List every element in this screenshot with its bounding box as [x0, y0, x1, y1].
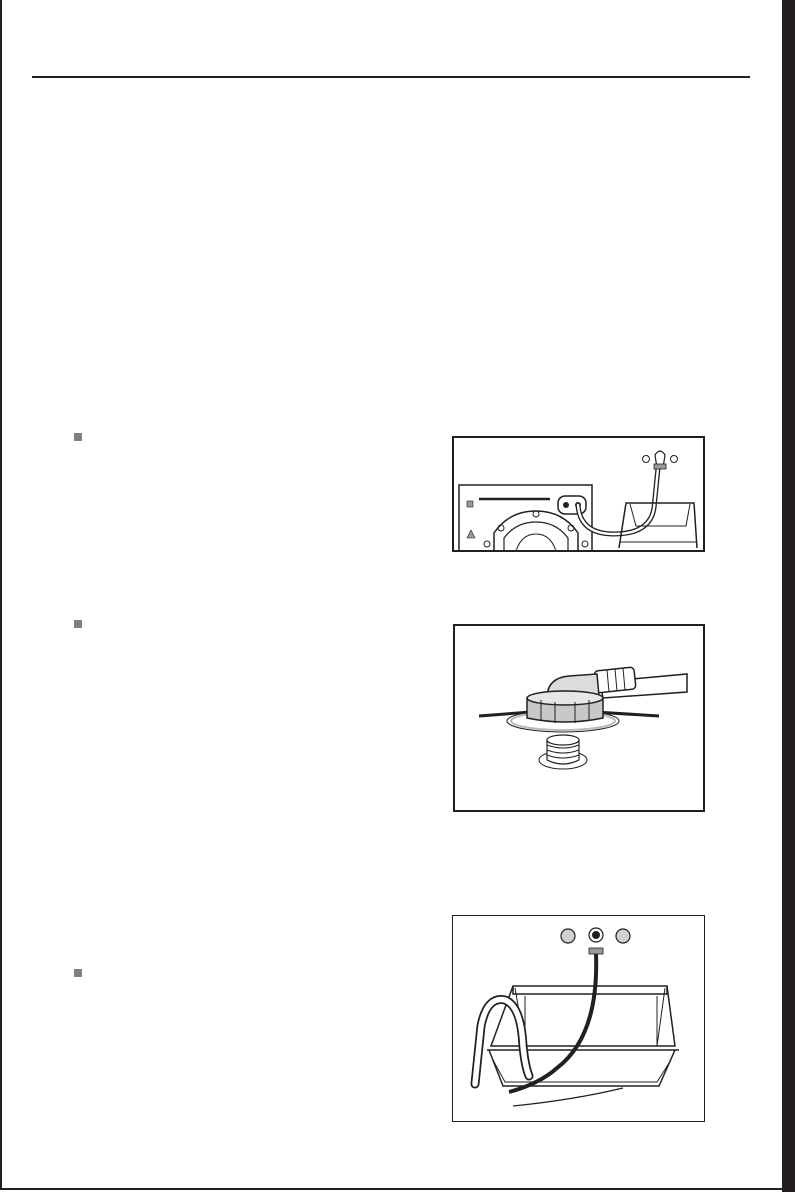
figure-drain-hose-side	[452, 436, 705, 552]
hoses-in-sink-front-view-illustration	[453, 916, 703, 1120]
section-1-bullet	[74, 433, 82, 441]
section-2-bullet	[74, 620, 82, 628]
figure-hoses-in-sink	[452, 915, 705, 1122]
figure-inlet-hose-nut	[453, 624, 705, 812]
section-3-bullet	[74, 969, 82, 977]
right-edge-bar	[782, 0, 795, 1192]
inlet-hose-nut-and-tap-thread-illustration	[455, 626, 703, 810]
header-rule	[32, 76, 750, 78]
drain-hose-over-sink-side-view-illustration	[454, 438, 703, 550]
